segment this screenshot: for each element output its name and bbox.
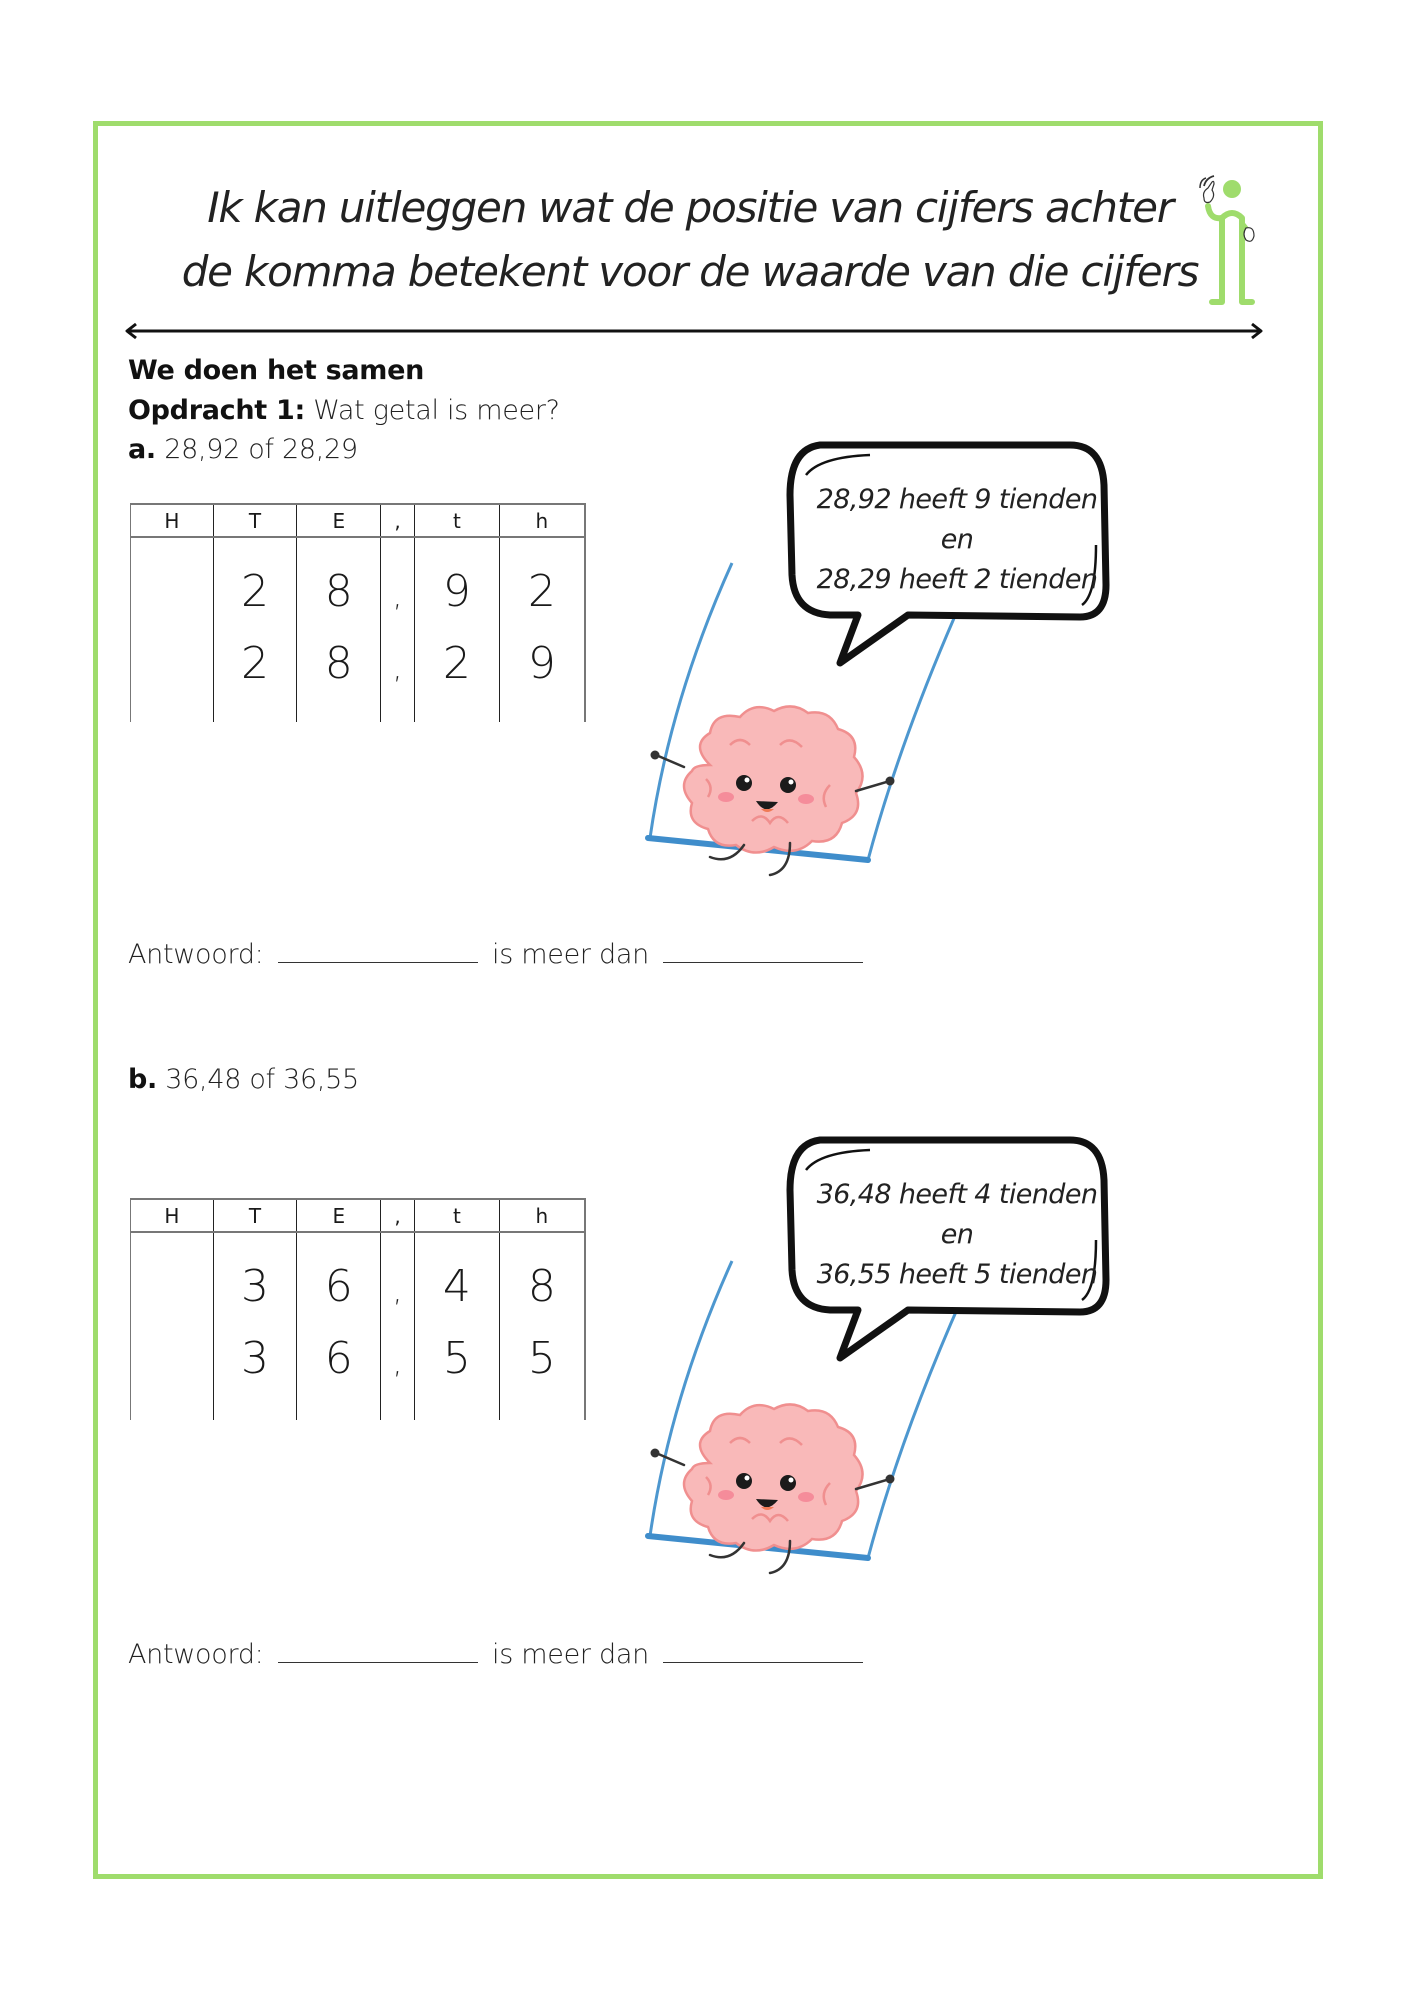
answer-blank-2[interactable] [663,938,863,963]
header-tenths: t [415,1199,500,1232]
learning-goal-title [180,176,1200,304]
place-value-table-a [130,503,586,722]
exercise-b-question [128,1064,359,1095]
bubble-line: en [940,524,974,555]
answer-middle: is meer dan [492,939,649,970]
bubble-line: 36,48 heeft 4 tienden [816,1179,1098,1210]
answer-blank-1[interactable] [278,1638,478,1663]
bubble-line: 28,29 heeft 2 tienden [816,564,1098,595]
cell: 2 [527,566,556,617]
header-comma: , [381,504,415,537]
double-arrow-divider [124,320,1264,342]
bubble-line: en [940,1219,974,1250]
cell: 8 [324,638,353,689]
cell [131,556,213,628]
assignment-line [128,395,560,426]
cell [131,1323,213,1395]
place-value-table-b [130,1198,586,1420]
cell [131,1251,213,1323]
cell: 2 [241,638,270,689]
title-line-2: de komma betekent voor de waarde van die cijfers [181,247,1199,296]
header-comma: , [381,1199,415,1232]
cell: , [392,579,403,614]
answer-blank-1[interactable] [278,938,478,963]
exercise-a-label: a. [128,434,156,465]
assignment-text: Wat getal is meer? [313,395,560,426]
speech-bubble-b-text [802,1175,1112,1295]
header-hundreds: H [131,1199,214,1232]
exercise-b-numbers: 36,48 of 36,55 [165,1064,359,1095]
answer-middle: is meer dan [492,1639,649,1670]
header-hundredths: h [499,504,585,537]
cell: , [392,1346,403,1381]
header-tenths: t [415,504,500,537]
section-heading: We doen het samen [128,355,425,386]
header-tens: T [213,504,297,537]
answer-prefix: Antwoord: [128,939,264,970]
cell: , [392,651,403,686]
exercise-a-numbers: 28,92 of 28,29 [164,434,358,465]
speech-bubble-a-text [802,480,1112,600]
answer-blank-2[interactable] [663,1638,863,1663]
cell: 5 [442,1333,471,1384]
cell: 5 [527,1333,556,1384]
thinking-person-icon [1196,174,1266,309]
header-hundreds: H [131,504,214,537]
answer-line-b [128,1638,869,1670]
header-tens: T [213,1199,297,1232]
cell: 8 [324,566,353,617]
header-ones: E [297,1199,381,1232]
bubble-line: 36,55 heeft 5 tienden [816,1259,1098,1290]
cell: 9 [442,566,471,617]
cell: 4 [442,1261,471,1312]
cell: 2 [241,566,270,617]
cell: 9 [527,638,556,689]
cell [131,628,213,700]
cell: 3 [241,1333,270,1384]
title-line-1: Ik kan uitleggen wat de positie van cijfers achter [207,183,1173,232]
cell: 2 [442,638,471,689]
cell: , [392,1274,403,1309]
bubble-line: 28,92 heeft 9 tienden [816,484,1098,515]
exercise-a-question [128,434,358,465]
exercise-b-label: b. [128,1064,157,1095]
assignment-label: Opdracht 1: [128,395,305,426]
cell: 6 [324,1261,353,1312]
header-hundredths: h [499,1199,585,1232]
answer-prefix: Antwoord: [128,1639,264,1670]
answer-line-a [128,938,869,970]
header-ones: E [297,504,381,537]
cell: 6 [324,1333,353,1384]
cell: 8 [527,1261,556,1312]
cell: 3 [241,1261,270,1312]
